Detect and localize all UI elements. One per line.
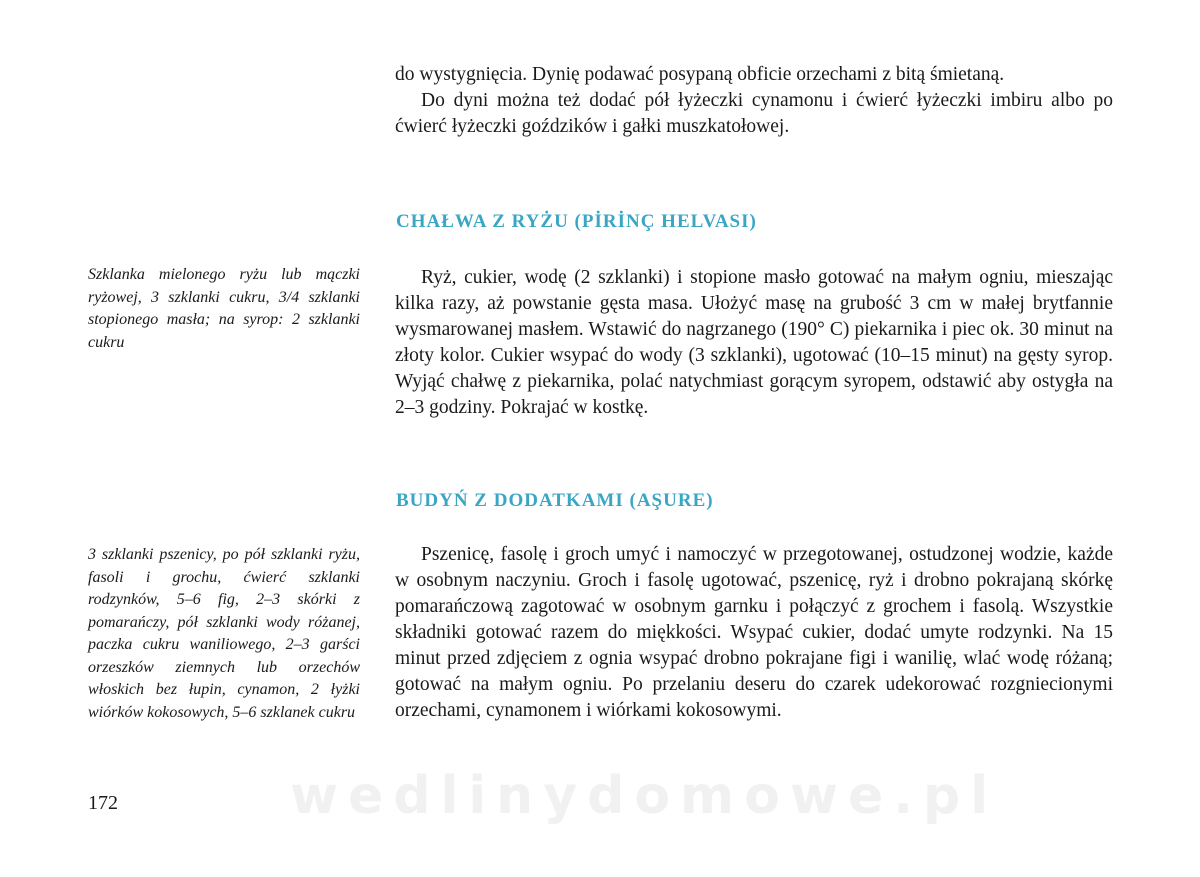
recipe-2-body: Pszenicę, fasolę i groch umyć i namoczyć w przegotowanej, ostudzonej wodzie, każde w osobnym naczyniu. Groch i fasolę ugotować, pszenicę, ryż i drobno pokrajaną skórkę pomarańczową zagotować w osobnym garnku i połączyć z grochem i fasolą. Wszystkie składniki gotować razem do miękkości. Wsypać cukier, dodać umyte rodzynki. Na 15 minut przed zdjęciem z ognia wsypać drobno pokrajane figi i wanilię, wlać wodę różaną; gotować na małym ogniu. Po przelaniu deseru do czarek udekorować rozgniecionymi orzechami, cynamonem i wiórkami kokosowymi. xyxy=(395,544,1113,721)
continuation-paragraph-2: Do dyni można też dodać pół łyżeczki cynamonu i ćwierć łyżeczki imbiru albo po ćwierć łyżeczki goździków i gałki muszkatołowej. xyxy=(395,90,1113,137)
continuation-text xyxy=(395,62,1113,140)
page-number: 172 xyxy=(88,792,118,814)
recipe-2-title: BUDYŃ Z DODATKAMI (AŞURE) xyxy=(396,490,714,511)
recipe-2-ingredients: 3 szklanki pszenicy, po pół szklanki ryżu, fasoli i grochu, ćwierć szklanki rodzynków, 5–6 fig, 2–3 skórki z pomarańczy, pół szklanki wody różanej, paczka cukru waniliowego, 2–3 garści orzeszków ziemnych lub orzechów włoskich bez łupin, cynamon, 2 łyżki wiórków kokosowych, 5–6 szklanek cukru xyxy=(88,546,360,721)
recipe-2-instructions xyxy=(395,542,1113,724)
recipe-1-instructions xyxy=(395,265,1113,421)
watermark: wedlinydomowe.pl xyxy=(290,766,999,826)
continuation-paragraph-1: do wystygnięcia. Dynię podawać posypaną obficie orzechami z bitą śmietaną. xyxy=(395,64,1005,85)
recipe-1-ingredients: Szklanka mielonego ryżu lub mączki ryżowej, 3 szklanki cukru, 3/4 szklanki stopionego masła; na syrop: 2 szklanki cukru xyxy=(88,266,360,351)
recipe-1-body: Ryż, cukier, wodę (2 szklanki) i stopione masło gotować na małym ogniu, mieszając kilka razy, aż powstanie gęsta masa. Ułożyć masę na grubość 3 cm w małej brytfannie wysmarowanej masłem. Wstawić do nagrzanego (190° C) piekarnika i piec ok. 30 minut na złoty kolor. Cukier wsypać do wody (3 szklanki), ugotować (10–15 minut) na gęsty syrop. Wyjąć chałwę z piekarnika, polać natychmiast gorącym syropem, odstawić aby ostygła na 2–3 godziny. Pokrajać w kostkę. xyxy=(395,267,1113,418)
recipe-1-title: CHAŁWA Z RYŻU (PİRİNÇ HELVASI) xyxy=(396,211,757,232)
